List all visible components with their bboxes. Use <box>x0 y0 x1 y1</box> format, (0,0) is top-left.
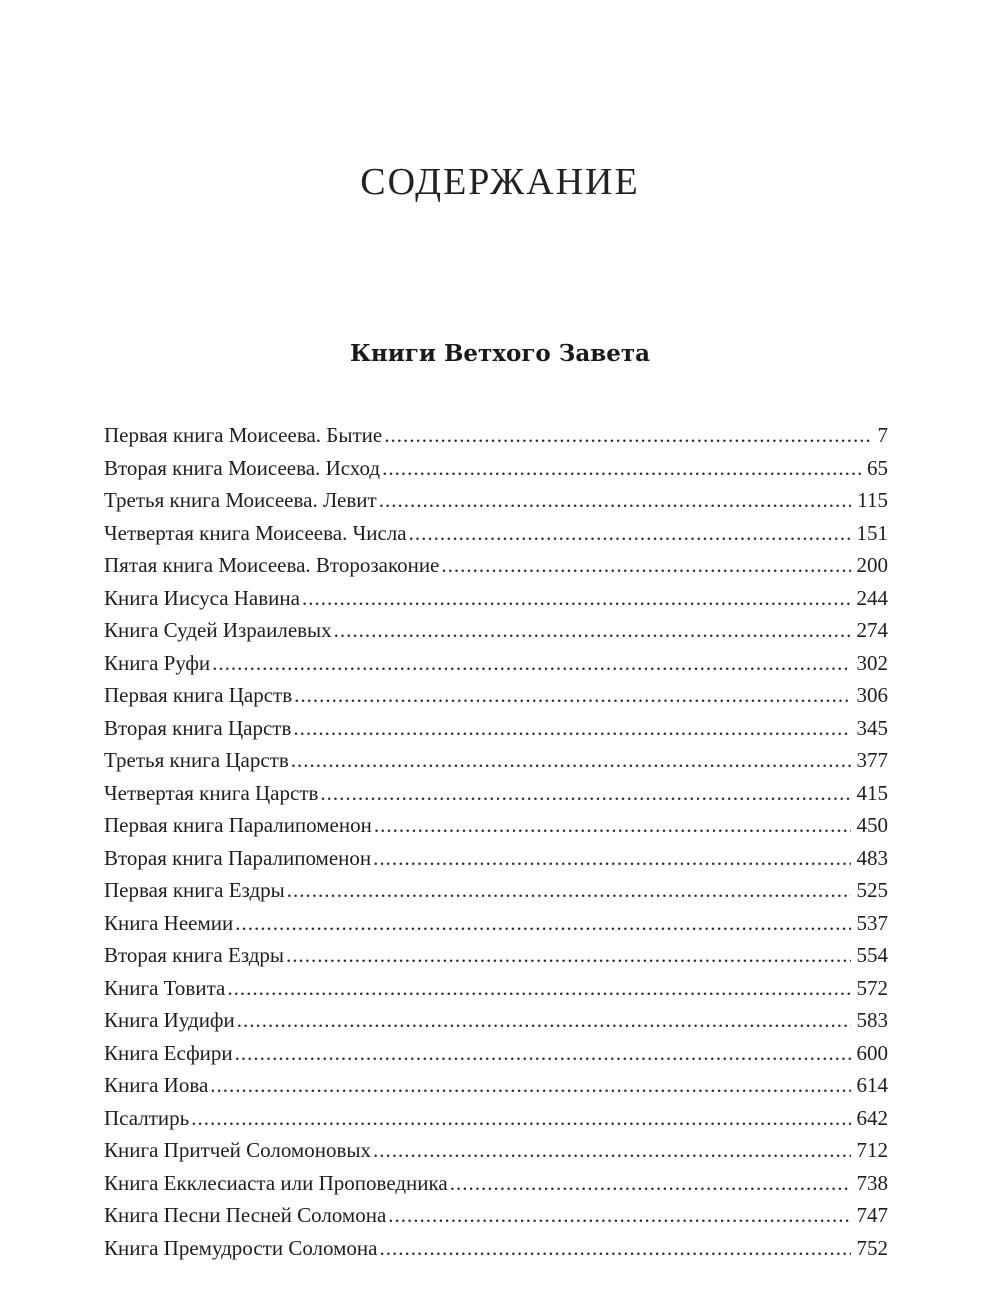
toc-entry-page-number: 415 <box>856 780 888 805</box>
toc-entry[interactable] <box>104 517 888 550</box>
dot-leader <box>293 712 850 745</box>
toc-entry[interactable] <box>104 874 888 907</box>
dot-leader <box>374 809 851 842</box>
toc-entry-title: Четвертая книга Моисеева. Числа <box>104 520 407 545</box>
toc-entry[interactable] <box>104 647 888 680</box>
toc-entry-page-number: 554 <box>856 943 888 967</box>
toc-entry[interactable] <box>104 1167 888 1200</box>
dot-leader <box>320 777 850 810</box>
toc-entry-title: Книга Судей Израилевых <box>104 618 332 642</box>
toc-entry-page-number: 151 <box>856 520 888 545</box>
toc-entry-title: Первая книга Паралипоменон <box>104 813 372 837</box>
toc-entry-page-number: 65 <box>867 455 888 480</box>
toc-entry[interactable] <box>104 1134 888 1167</box>
toc-entry-title: Вторая книга Царств <box>104 715 292 740</box>
dot-leader <box>287 874 851 907</box>
dot-leader <box>302 582 851 615</box>
toc-entry[interactable] <box>104 1004 888 1037</box>
dot-leader <box>286 939 850 972</box>
toc-entry-page-number: 306 <box>856 683 888 707</box>
toc-entry-page-number: 583 <box>856 1008 888 1032</box>
toc-entry-page-number: 115 <box>857 488 888 512</box>
toc-entry-title: Книга Притчей Соломоновых <box>104 1138 371 1162</box>
toc-entry[interactable] <box>104 452 888 485</box>
toc-entry-page-number: 274 <box>856 618 888 642</box>
dot-leader <box>212 647 850 680</box>
toc-entry-page-number: 572 <box>856 975 888 1000</box>
toc-entry[interactable] <box>104 549 888 582</box>
dot-leader <box>235 1037 851 1070</box>
toc-entry[interactable] <box>104 972 888 1005</box>
toc-entry-page-number: 525 <box>856 878 888 902</box>
section-heading: Книги Ветхого Завета <box>349 340 651 367</box>
toc-entry[interactable] <box>104 582 888 615</box>
toc-entry-page-number: 200 <box>856 553 888 577</box>
dot-leader <box>291 744 851 777</box>
toc-entry-title: Книга Екклесиаста или Проповедника <box>104 1170 448 1195</box>
toc-entry[interactable] <box>104 842 888 875</box>
toc-entry-page-number: 752 <box>856 1235 888 1260</box>
toc-entry-title: Третья книга Моисеева. Левит <box>104 488 377 512</box>
toc-entry-page-number: 614 <box>856 1073 888 1097</box>
toc-entry-title: Пятая книга Моисеева. Второзаконие <box>104 553 440 577</box>
toc-entry-title: Книга Товита <box>104 975 226 1000</box>
toc-entry-page-number: 302 <box>856 650 888 675</box>
toc-entry[interactable] <box>104 809 888 842</box>
dot-leader <box>191 1102 850 1135</box>
dot-leader <box>294 679 850 712</box>
toc-entry-title: Книга Руфи <box>104 650 211 675</box>
toc-entry-title: Первая книга Моисеева. Бытие <box>104 423 383 447</box>
toc-entry-page-number: 747 <box>856 1203 888 1227</box>
toc-entry[interactable] <box>104 1069 888 1102</box>
toc-entry-title: Книга Иудифи <box>104 1008 235 1032</box>
toc-entry-page-number: 483 <box>856 845 888 870</box>
toc-entry-title: Третья книга Царств <box>104 748 289 772</box>
toc-entry[interactable] <box>104 679 888 712</box>
toc-entry-page-number: 244 <box>856 585 888 610</box>
toc-entry-title: Книга Иова <box>104 1073 209 1097</box>
dot-leader <box>334 614 851 647</box>
toc-entry-title: Книга Песни Песней Соломона <box>104 1203 387 1227</box>
toc-entry-title: Вторая книга Ездры <box>104 943 285 967</box>
toc-entry-title: Псалтирь <box>104 1105 190 1130</box>
toc-entry-page-number: 738 <box>856 1170 888 1195</box>
toc-entry-page-number: 450 <box>856 813 888 837</box>
toc-entry[interactable] <box>104 744 888 777</box>
toc-entry-page-number: 537 <box>856 910 888 935</box>
dot-leader <box>379 1232 850 1265</box>
dot-leader <box>210 1069 850 1102</box>
toc-entry-page-number: 712 <box>856 1138 888 1162</box>
dot-leader <box>409 517 851 550</box>
dot-leader <box>237 1004 851 1037</box>
dot-leader <box>379 484 852 517</box>
toc-entry-page-number: 642 <box>856 1105 888 1130</box>
toc-entry-title: Книга Неемии <box>104 910 234 935</box>
dot-leader <box>373 842 850 875</box>
dot-leader <box>382 452 861 485</box>
toc-entry[interactable] <box>104 614 888 647</box>
toc-entry-page-number: 7 <box>877 423 888 447</box>
toc-entry[interactable] <box>104 777 888 810</box>
toc-entry[interactable] <box>104 1102 888 1135</box>
toc-entry-title: Книга Есфири <box>104 1040 233 1065</box>
dot-leader <box>227 972 850 1005</box>
toc-entry[interactable] <box>104 1232 888 1265</box>
dot-leader <box>235 907 850 940</box>
toc-entry-title: Вторая книга Моисеева. Исход <box>104 455 381 480</box>
toc-entry-page-number: 345 <box>856 715 888 740</box>
toc-entry-title: Вторая книга Паралипоменон <box>104 845 372 870</box>
toc-entry[interactable] <box>104 1037 888 1070</box>
table-of-contents <box>104 419 888 1264</box>
dot-leader <box>373 1134 851 1167</box>
toc-entry[interactable] <box>104 484 888 517</box>
toc-entry[interactable] <box>104 712 888 745</box>
dot-leader <box>384 419 871 452</box>
toc-entry-title: Первая книга Ездры <box>104 878 285 902</box>
toc-entry-title: Книга Иисуса Навина <box>104 585 300 610</box>
page-title: СОДЕРЖАНИЕ <box>360 161 640 203</box>
toc-entry[interactable] <box>104 1199 888 1232</box>
toc-entry[interactable] <box>104 907 888 940</box>
toc-entry-title: Книга Премудрости Соломона <box>104 1235 378 1260</box>
dot-leader <box>441 549 850 582</box>
toc-entry-page-number: 600 <box>856 1040 888 1065</box>
toc-entry-title: Первая книга Царств <box>104 683 293 707</box>
toc-entry-page-number: 377 <box>856 748 888 772</box>
toc-entry-title: Четвертая книга Царств <box>104 780 319 805</box>
dot-leader <box>450 1167 851 1200</box>
toc-entry[interactable] <box>104 419 888 452</box>
toc-entry[interactable] <box>104 939 888 972</box>
dot-leader <box>388 1199 850 1232</box>
